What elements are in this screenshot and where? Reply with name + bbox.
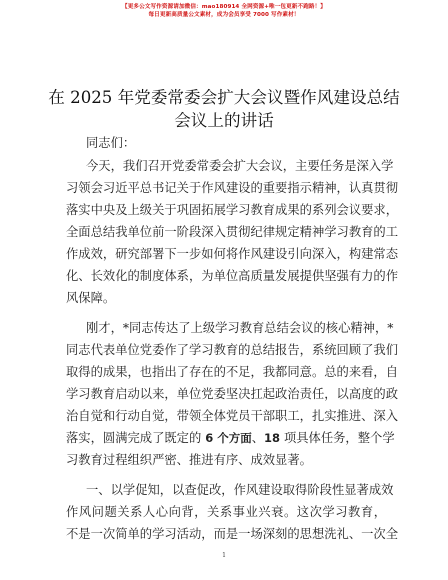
paragraph-2-line: 习教育过程组织严密、推进有序、成效显著。 [66, 453, 312, 467]
paragraph-2-line: 学习教育启动以来，单位党委坚决扛起政治责任，以高度的政 [66, 387, 399, 401]
promo-banner [0, 3, 448, 19]
paragraph-3-line: 不是一次简单的学习活动，而是一场深刻的思想洗礼、一次全 [66, 527, 399, 541]
paragraph-2-line: 取得的成果，也指出了存在的不足，我都同意。总的来看，自 [66, 365, 399, 379]
paragraph-1-line: 落实中央及上级关于巩固拓展学习教育成果的系列会议要求， [66, 203, 399, 217]
paragraph-1-line: 习领会习近平总书记关于作风建设的重要指示精神，认真贯彻 [66, 181, 399, 195]
paragraph-3-line: 作风问题关系人心向背，关系事业兴衰。这次学习教育， [66, 505, 386, 519]
title-line-2: 会议上的讲话 [174, 111, 274, 130]
salutation: 同志们： [86, 136, 136, 150]
paragraph-2-line: 刚才，*同志传达了上级学习教育总结会议的核心精神，* [86, 321, 394, 335]
document-title [30, 86, 418, 132]
paragraph-1-line: 作成效，研究部署下一步如何将作风建设引向深入，构建常态 [66, 247, 399, 261]
paragraph-2-line: 治自觉和行动自觉，带领全体党员干部职工，扎实推进、深入 [66, 409, 399, 423]
paragraph-2-line [66, 430, 395, 447]
section-heading: 一、以学促知，以查促改，作风建设取得阶段性显著成效 [86, 483, 394, 497]
title-line-1: 在 2025 年党委常委会扩大会议暨作风建设总结 [48, 88, 400, 107]
promo-line-1: 【更多公文写作资源请加微信：mao180914 全网资源+唯一包更新不跑路！】 [122, 4, 326, 10]
promo-line-2: 每日更新高质量公文素材，成为会员享受 7000 写作素材！ [148, 12, 300, 18]
paragraph-1-line: 全面总结我单位前一阶段深入贯彻纪律规定精神学习教育的工 [66, 225, 399, 239]
paragraph-1-line: 今天，我们召开党委常委会扩大会议，主要任务是深入学 [86, 159, 394, 173]
paragraph-2-line: 同志代表单位党委作了学习教育的总结报告，系统回顾了我们 [66, 343, 399, 357]
text-run: 落实，圆满完成了既定的 [66, 431, 206, 445]
bold-phrase: 6 个方面 [205, 431, 252, 445]
paragraph-1-line: 风保障。 [66, 291, 116, 305]
paragraph-1-line: 化、长效化的制度体系，为单位高质量发展提供坚强有力的作 [66, 269, 399, 283]
bold-number: 18 [264, 431, 281, 445]
text-run: 项具体任务，整个学 [280, 431, 395, 445]
page-number: 1 [222, 552, 226, 559]
text-run: 、 [251, 431, 265, 445]
